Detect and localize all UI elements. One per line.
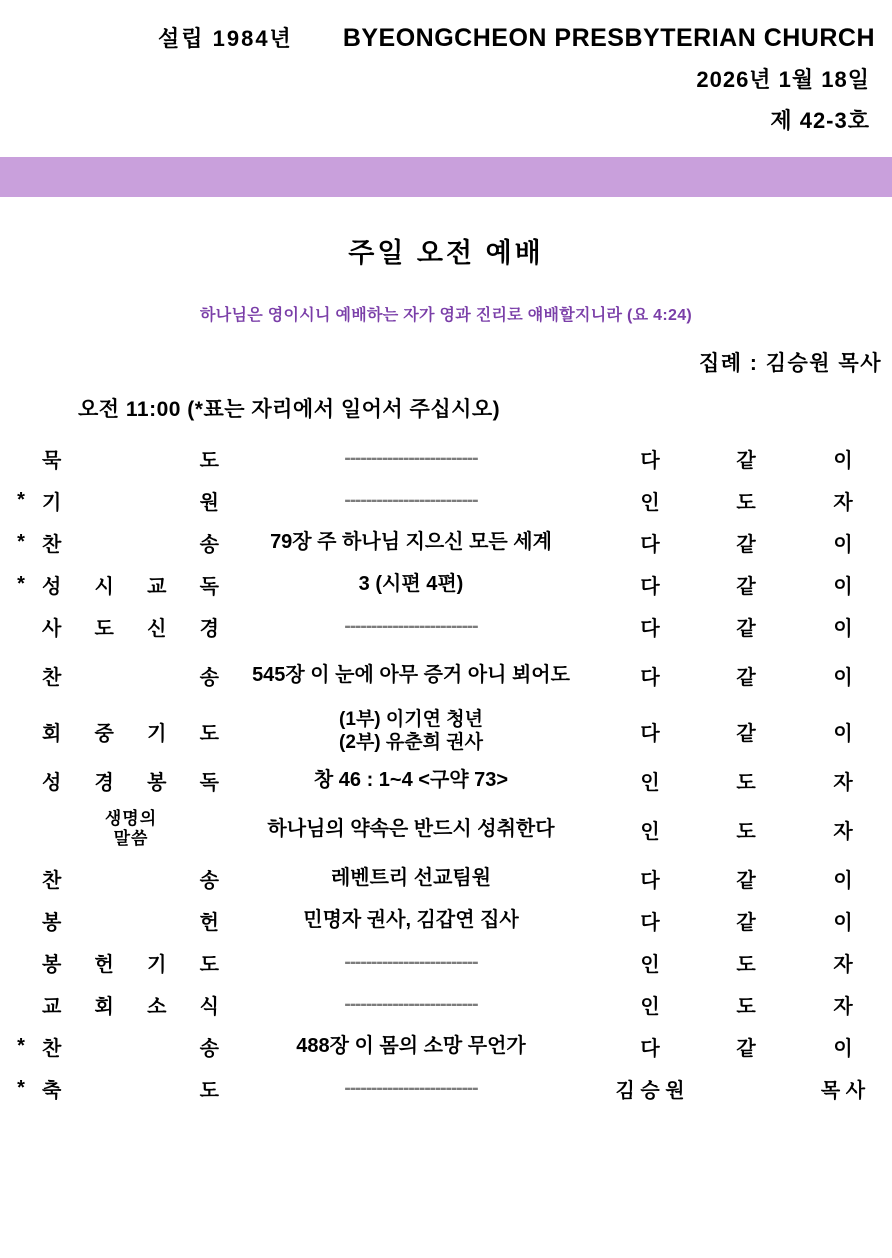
page-header	[0, 0, 892, 135]
order-participant-2: 도	[736, 771, 756, 794]
order-participant-3: 이	[833, 449, 853, 472]
order-item-content: 488장 이 몸의 소망 무언가	[296, 1034, 526, 1057]
order-participant-2: 도	[736, 491, 756, 514]
order-item-label: 찬 송	[42, 533, 220, 556]
order-item-content: 79장 주 하나님 지으신 모든 세계	[270, 530, 552, 553]
dashed-placeholder: -------------------------	[344, 615, 478, 637]
dashed-placeholder: -------------------------	[344, 447, 478, 469]
order-participant-1: 다	[640, 575, 660, 598]
order-item-label: 축 도	[42, 1079, 220, 1102]
bulletin-date: 2026년 1월 18일	[696, 67, 870, 92]
standing-marker: *	[17, 572, 25, 595]
order-row	[0, 647, 892, 703]
order-row	[0, 1025, 892, 1067]
standing-marker	[0, 983, 42, 1025]
order-item-label: 봉 헌 기 도	[42, 953, 220, 976]
order-participant-1: 다	[640, 533, 660, 556]
order-row	[0, 563, 892, 605]
order-participant-2: 도	[736, 820, 756, 843]
order-participant-2: 같	[736, 911, 756, 934]
order-participant-3: 목 사	[820, 1079, 866, 1102]
order-item-content: 창 46 : 1~4 <구약 73>	[313, 768, 509, 791]
order-participant-3: 자	[833, 771, 853, 794]
standing-marker	[0, 899, 42, 941]
dashed-placeholder: -------------------------	[344, 951, 478, 973]
dashed-placeholder: -------------------------	[344, 1077, 478, 1099]
order-participant-3: 이	[833, 617, 853, 640]
order-participant-2: 같	[736, 617, 756, 640]
standing-marker	[0, 759, 42, 801]
order-row	[0, 759, 892, 801]
order-participant-1: 다	[640, 1037, 660, 1060]
order-row	[0, 1067, 892, 1109]
order-participant-1: 다	[640, 911, 660, 934]
order-item-content: 545장 이 눈에 아무 증거 아니 뵈어도	[252, 663, 570, 686]
order-participant-1: 인	[640, 995, 660, 1018]
order-row	[0, 899, 892, 941]
order-participant-3: 자	[833, 995, 853, 1018]
order-item-label: 찬 송	[42, 666, 220, 689]
order-participant-1: 인	[640, 491, 660, 514]
order-participant-2: 같	[736, 869, 756, 892]
order-participant-2: 같	[736, 533, 756, 556]
standing-marker: *	[17, 488, 25, 511]
order-item-content	[220, 437, 602, 479]
header-top-row	[18, 22, 874, 53]
standing-marker	[0, 857, 42, 899]
order-item-label: 성 시 교 독	[42, 575, 220, 598]
order-item-content-line1: (1부) 이기연 청년	[339, 708, 483, 730]
order-row	[0, 479, 892, 521]
order-item-label: 묵 도	[42, 449, 220, 472]
order-participant-3: 이	[833, 722, 853, 745]
order-participant-1: 김 승 원	[615, 1079, 685, 1102]
order-item-content	[220, 479, 602, 521]
order-row	[0, 521, 892, 563]
order-row	[0, 703, 892, 759]
officiant-line: 집례 : 김승원 목사	[699, 352, 882, 375]
standing-marker	[0, 647, 42, 703]
order-item-label: 회 중 기 도	[42, 722, 220, 745]
order-item-content-line2: (2부) 유춘희 권사	[339, 732, 483, 753]
order-row	[0, 857, 892, 899]
order-item-label: 교 회 소 식	[42, 995, 220, 1018]
order-row	[0, 801, 892, 857]
order-participant-3: 이	[833, 533, 853, 556]
order-item-content: 민명자 권사, 김갑연 집사	[303, 908, 519, 931]
order-participant-3: 이	[833, 1037, 853, 1060]
standing-marker: *	[17, 530, 25, 553]
standing-marker: *	[17, 1076, 25, 1099]
order-item-label: 성 경 봉 독	[42, 771, 220, 794]
order-participant-2: 도	[736, 995, 756, 1018]
order-participant-1: 인	[640, 820, 660, 843]
order-participant-3: 자	[833, 820, 853, 843]
standing-marker	[0, 801, 42, 857]
order-participant-3: 이	[833, 666, 853, 689]
order-item-content	[220, 1067, 602, 1109]
standing-marker	[0, 437, 42, 479]
dashed-placeholder: -------------------------	[344, 489, 478, 511]
order-item-content: 레벤트리 선교팀원	[330, 866, 492, 889]
founded-year: 설립 1984년	[158, 26, 293, 51]
order-row	[0, 605, 892, 647]
order-participant-2	[698, 1067, 794, 1109]
standing-marker: *	[17, 1034, 25, 1057]
order-item-content	[220, 941, 602, 983]
order-participant-2: 같	[736, 722, 756, 745]
order-item-content: 3 (시편 4편)	[358, 572, 464, 595]
order-participant-3: 자	[833, 491, 853, 514]
scripture-verse: 하나님은 영이시니 예배하는 자가 영과 진리로 얘배할지니라 (요 4:24)	[199, 307, 693, 324]
order-participant-3: 이	[833, 869, 853, 892]
standing-marker	[0, 941, 42, 983]
service-title: 주일 오전 예배	[348, 238, 544, 268]
order-participant-1: 다	[640, 869, 660, 892]
bulletin-issue: 제 42-3호	[770, 108, 870, 133]
order-participant-1: 인	[640, 771, 660, 794]
order-item-label: 기 원	[42, 491, 220, 514]
order-participant-2: 같	[736, 449, 756, 472]
order-item-label: 찬 송	[42, 869, 220, 892]
standing-marker	[0, 703, 42, 759]
order-participant-1: 다	[640, 449, 660, 472]
order-row	[0, 941, 892, 983]
order-item-content	[220, 605, 602, 647]
order-row	[0, 983, 892, 1025]
order-item-content	[220, 703, 602, 759]
order-participant-1: 다	[640, 666, 660, 689]
order-item-label: 사 도 신 경	[42, 617, 220, 640]
order-participant-3: 이	[833, 575, 853, 598]
church-name: BYEONGCHEON PRESBYTERIAN CHURCH	[342, 24, 876, 52]
order-item-label: 봉 헌	[42, 911, 220, 934]
order-participant-3: 자	[833, 953, 853, 976]
service-time-note: 오전 11:00 (*표는 자리에서 일어서 주십시오)	[78, 398, 501, 421]
standing-marker	[0, 605, 42, 647]
order-item-content	[220, 983, 602, 1025]
purple-divider-band	[0, 157, 892, 197]
order-participant-2: 같	[736, 1037, 756, 1060]
order-item-label: 생명의 말씀	[104, 809, 158, 848]
order-participant-1: 다	[640, 617, 660, 640]
order-row	[0, 437, 892, 479]
order-item-label: 찬 송	[42, 1037, 220, 1060]
dashed-placeholder: -------------------------	[344, 993, 478, 1015]
order-of-service-table	[0, 437, 892, 1109]
order-participant-1: 인	[640, 953, 660, 976]
order-participant-2: 같	[736, 575, 756, 598]
order-participant-2: 도	[736, 953, 756, 976]
order-participant-2: 같	[736, 666, 756, 689]
order-participant-3: 이	[833, 911, 853, 934]
order-item-content: 하나님의 약속은 반드시 성취한다	[267, 817, 555, 840]
order-participant-1: 다	[640, 722, 660, 745]
